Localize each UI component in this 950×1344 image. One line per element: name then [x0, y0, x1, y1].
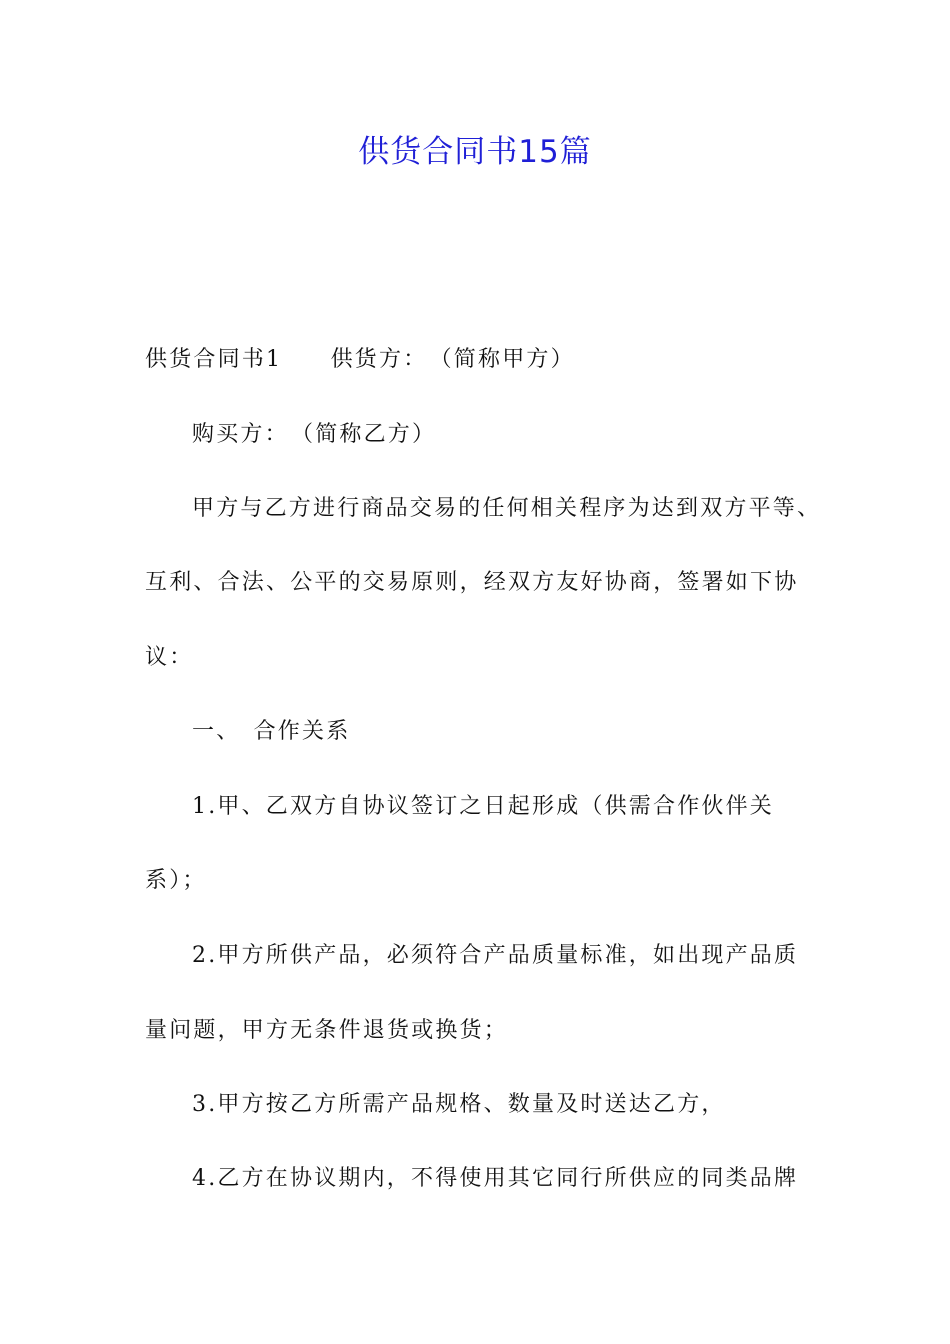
- clause-line: 量问题，甲方无条件退货或换货；: [145, 1018, 509, 1043]
- buyer-line: 购买方： （简称乙方）: [192, 422, 437, 447]
- clause-line: 1.甲、乙双方自协议签订之日起形成（供需合作伙伴关: [192, 794, 774, 819]
- clause-line: 2.甲方所供产品，必须符合产品质量标准，如出现产品质: [192, 943, 799, 968]
- clause-line: 系）；: [145, 868, 207, 893]
- contract-heading-line: 供货合同书1 供货方： （简称甲方）: [145, 347, 575, 372]
- document-title: 供货合同书15篇: [358, 134, 592, 170]
- paragraph-line: 甲方与乙方进行商品交易的任何相关程序为达到双方平等、: [192, 496, 822, 521]
- paragraph-line: 议：: [145, 645, 194, 670]
- clause-line: 3.甲方按乙方所需产品规格、数量及时送达乙方，: [192, 1092, 726, 1117]
- paragraph-line: 互利、合法、公平的交易原则，经双方友好协商，签署如下协: [145, 570, 799, 595]
- clause-line: 4.乙方在协议期内，不得使用其它同行所供应的同类品牌: [192, 1166, 799, 1191]
- section-heading: 一、 合作关系: [192, 719, 351, 744]
